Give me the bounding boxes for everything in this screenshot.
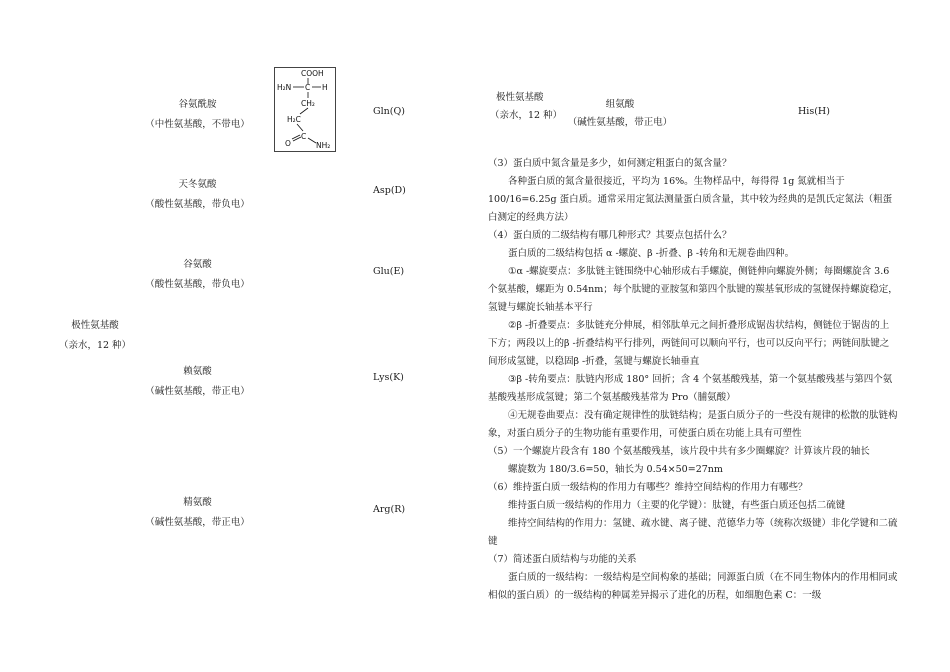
amino-acid-name: 谷氨酰胺 [178, 99, 217, 110]
mol-c: C [305, 83, 311, 92]
amino-acid-name: 谷氨酸 [183, 259, 212, 270]
mol-c2: C [301, 132, 307, 141]
amino-acid-desc: （碱性氨基酸，带正电） [567, 117, 673, 128]
answer-5: 螺旋数为 180/3.6=50，轴长为 0.54×50=27nm [508, 464, 723, 475]
amino-acid-name: 精氨酸 [183, 497, 212, 508]
amino-acid-abbr: Arg(R) [373, 504, 406, 515]
amino-acid-desc: （中性氨基酸，不带电） [145, 119, 250, 130]
answer-3: 各种蛋白质的氮含量很接近，平均为 16%。生物样品中，每得得 1g 氮就相当于 100/16=6.25g 蛋白质。通常采用定氮法测量蛋白质含量，其中较为经典的是凯氏定氮法（粗蛋白测定的经典方法） [488, 176, 893, 223]
group-label-polar [50, 317, 140, 351]
question-3: （3）蛋白质中氮含量是多少，如何测定粗蛋白的氮含量？ [488, 158, 732, 169]
amino-acid-glu [140, 256, 255, 290]
mol-o: O [285, 139, 291, 148]
amino-acid-abbr: Gln(Q) [373, 106, 405, 117]
amino-acid-lys [140, 363, 255, 397]
mol-ch2: CH₂ [301, 99, 315, 108]
question-7: （7）简述蛋白质结构与功能的关系 [488, 554, 637, 565]
amino-acid-his [565, 96, 675, 128]
amino-acid-desc: （碱性氨基酸，带正电） [145, 386, 250, 397]
group-subtitle: （亲水，12 种） [490, 110, 563, 121]
amino-acid-desc: （酸性氨基酸，带负电） [145, 279, 250, 290]
glutamine-structure-diagram [274, 67, 336, 152]
answer-7: 蛋白质的一级结构：一级结构是空间构象的基础；同源蛋白质（在不同生物体内的作用相同或相似的蛋白质）的一级结构的种属差异揭示了进化的历程，如细胞色素 C：一级 [488, 572, 898, 601]
amino-acid-name: 天冬氨酸 [178, 179, 217, 190]
group-title: 极性氨基酸 [496, 92, 544, 103]
amino-acid-desc: （碱性氨基酸，带正电） [145, 517, 250, 528]
mol-h2n: H₂N [277, 83, 292, 92]
right-group-label [490, 89, 562, 121]
amino-acid-arg [140, 494, 255, 528]
qa-content [488, 155, 898, 605]
amino-acid-abbr: Glu(E) [373, 266, 405, 277]
amino-acid-abbr: His(H) [798, 106, 830, 117]
amino-acid-name: 赖氨酸 [183, 366, 212, 377]
mol-h: H [322, 83, 328, 92]
answer-4-alpha-helix: ①α -螺旋要点：多肽链主链围绕中心轴形成右手螺旋，侧链伸向螺旋外侧；每圈螺旋含 3.6 个氨基酸，螺距为 0.54nm；每个肽键的亚胺氢和第四个肽键的羰基氧形成的氢键保持螺旋稳定，氢键与螺旋长轴基本平行 [488, 266, 898, 313]
group-subtitle: （亲水，12 种） [58, 340, 132, 351]
question-5: （5）一个螺旋片段含有 180 个氨基酸残基，该片段中共有多少圈螺旋？计算该片段的轴长 [488, 446, 870, 457]
mol-h2c: H₂C [287, 115, 301, 124]
answer-4-beta-turn: ③β -转角要点：肽链内形成 180° 回折；含 4 个氨基酸残基，第一个氨基酸残基与第四个氨基酸残基形成氢键；第二个氨基酸残基常为 Pro（脯氨酸） [488, 374, 893, 403]
answer-4-random-coil: ④无规卷曲要点：没有确定规律性的肽链结构；是蛋白质分子的一些没有规律的松散的肽链构象，对蛋白质分子的生物功能有重要作用，可使蛋白质在功能上具有可塑性 [488, 410, 898, 439]
amino-acid-abbr: Asp(D) [373, 185, 406, 196]
amino-acid-gln [140, 96, 255, 130]
glutamine-structure-svg [275, 68, 335, 151]
answer-6-spatial: 维持空间结构的作用力：氢键、疏水键、离子键、范德华力等（统称次级键）非化学键和二硫键 [488, 518, 898, 547]
answer-4-intro: 蛋白质的二级结构包括 α -螺旋、β -折叠、β -转角和无规卷曲四种。 [508, 248, 795, 259]
question-4: （4）蛋白质的二级结构有哪几种形式？其要点包括什么？ [488, 230, 732, 241]
amino-acid-abbr: Lys(K) [373, 372, 404, 383]
group-title: 极性氨基酸 [71, 320, 119, 331]
amino-acid-asp [140, 176, 255, 210]
answer-6-primary: 维持蛋白质一级结构的作用力（主要的化学键）：肽键，有些蛋白质还包括二硫键 [508, 500, 846, 511]
amino-acid-desc: （酸性氨基酸，带负电） [145, 199, 250, 210]
amino-acid-name: 组氨酸 [605, 99, 635, 110]
question-6: （6）维持蛋白质一级结构的作用力有哪些？维持空间结构的作用力有哪些？ [488, 482, 808, 493]
answer-4-beta-sheet: ②β -折叠要点：多肽链充分伸展，相邻肽单元之间折叠形成锯齿状结构，侧链位于锯齿的上下方；两段以上的β -折叠结构平行排列，两链间可以顺向平行，也可以反向平行；两链间肽键之间形成氢键，以稳固β -折叠，氢键与螺旋长轴垂直 [488, 320, 890, 367]
mol-nh2: NH₂ [316, 141, 331, 150]
mol-cooh: COOH [301, 69, 324, 78]
